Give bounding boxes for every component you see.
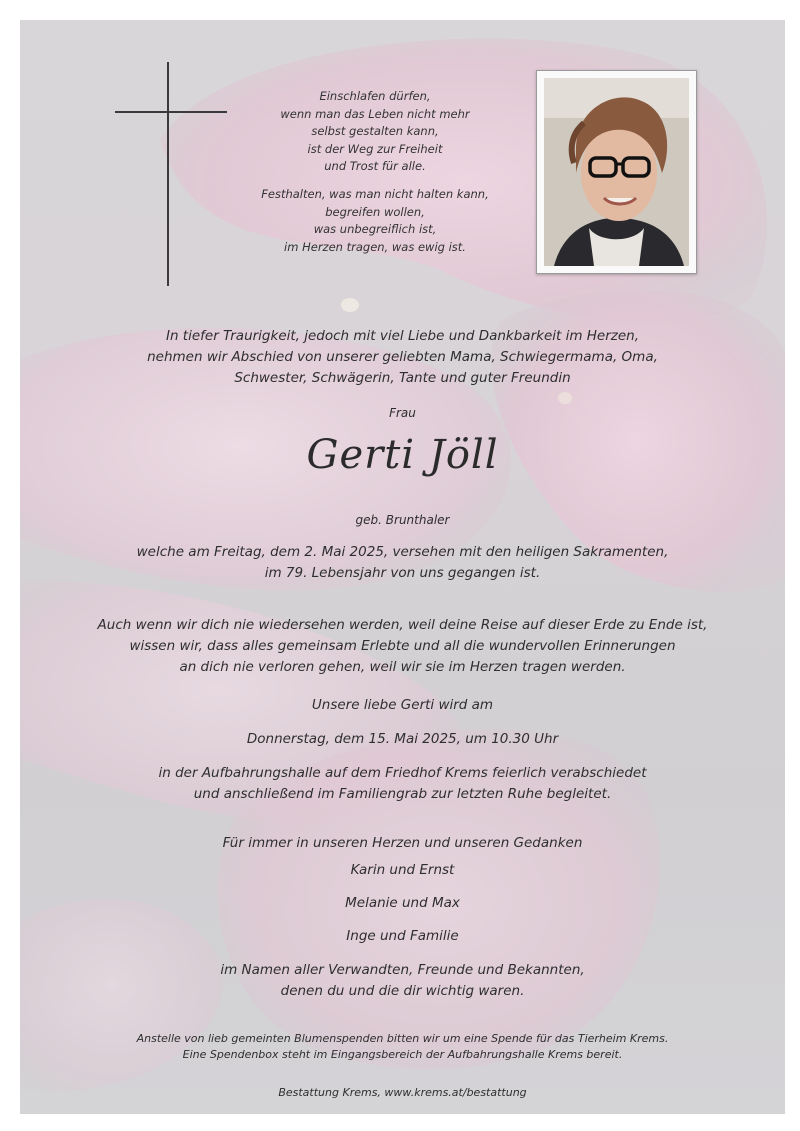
mourner-name: Melanie und Max — [345, 895, 460, 911]
ceremony-intro: Unsere liebe Gerti wird am — [311, 697, 494, 713]
mourners-intro: Für immer in unseren Herzen und unseren Gedanken — [222, 835, 583, 851]
obituary-page — [20, 20, 785, 1114]
cross-icon-bar — [115, 111, 227, 113]
footer-funeral-home: Bestattung Krems, www.krems.at/bestattung — [278, 1086, 527, 1099]
tribute-line: an dich nie verloren gehen, weil wir sie im Herzen tragen werden. — [179, 659, 626, 675]
poem-line: Einschlafen dürfen, — [319, 89, 431, 103]
ceremony-date: Donnerstag, dem 15. Mai 2025, um 10.30 Uhr — [246, 731, 559, 747]
mourner-name: Inge und Familie — [346, 928, 459, 944]
poem-line: was unbegreiflich ist, — [313, 222, 437, 236]
portrait-illustration — [544, 78, 689, 266]
death-line: welche am Freitag, dem 2. Mai 2025, versehen mit den heiligen Sakramenten, — [136, 544, 669, 560]
mourner-name: Karin und Ernst — [350, 862, 455, 878]
portrait-frame — [536, 70, 697, 274]
poem-stanza-1 — [255, 88, 495, 176]
donation-line: Anstelle von lieb gemeinten Blumenspenden bitten wir um eine Spende für das Tierheim Krems. — [136, 1032, 669, 1045]
tribute-line: wissen wir, dass alles gemeinsam Erlebte und all die wundervollen Erinnerungen — [129, 638, 676, 654]
mourners-closing-line: im Namen aller Verwandten, Freunde und Bekannten, — [220, 962, 585, 978]
poem-stanza-2 — [255, 186, 495, 256]
intro-line: Schwester, Schwägerin, Tante und guter Freundin — [234, 370, 571, 386]
poem-line: ist der Weg zur Freiheit — [307, 141, 443, 156]
poem-line: Festhalten, was man nicht halten kann, — [261, 187, 489, 201]
poem-line: wenn man das Leben nicht mehr — [280, 106, 470, 121]
donation-line: Eine Spendenbox steht im Eingangsbereich der Aufbahrungshalle Krems bereit. — [182, 1048, 623, 1061]
ceremony-place-line: und anschließend im Familiengrab zur letzten Ruhe begleitet. — [193, 786, 612, 802]
deceased-name: Gerti Jöll — [306, 432, 499, 478]
birth-name: geb. Brunthaler — [355, 513, 450, 527]
cross-icon — [167, 62, 169, 286]
ceremony-place-line: in der Aufbahrungshalle auf dem Friedhof Krems feierlich verabschiedet — [158, 765, 647, 781]
tribute-line: Auch wenn wir dich nie wiedersehen werden, weil deine Reise auf dieser Erde zu Ende ist, — [97, 617, 708, 633]
mourners-closing-line: denen du und die dir wichtig waren. — [280, 983, 525, 999]
intro-line: In tiefer Traurigkeit, jedoch mit viel Liebe und Dankbarkeit im Herzen, — [165, 328, 640, 344]
poem-line: begreifen wollen, — [325, 204, 425, 219]
death-line: im 79. Lebensjahr von uns gegangen ist. — [264, 565, 541, 581]
portrait-photo — [544, 78, 689, 266]
salutation: Frau — [389, 406, 416, 420]
poem-line: selbst gestalten kann, — [311, 124, 439, 138]
poem-line: und Trost für alle. — [324, 159, 426, 173]
poem-line: im Herzen tragen, was ewig ist. — [284, 239, 466, 254]
intro-line: nehmen wir Abschied von unserer geliebten Mama, Schwiegermama, Oma, — [147, 349, 658, 365]
